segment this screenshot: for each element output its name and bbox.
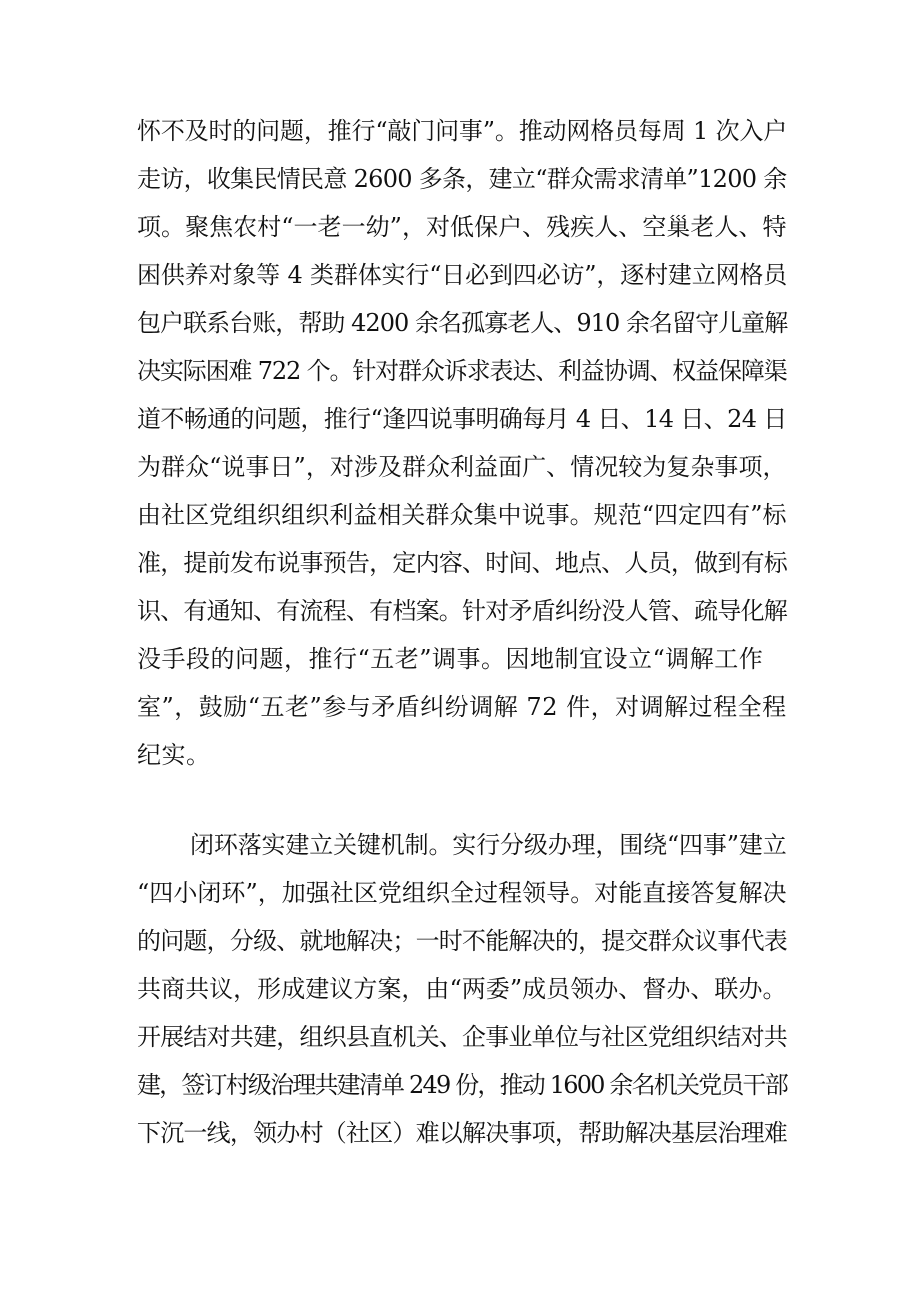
paragraph-1-line-12: 没手段的问题，推行“五老”调事。因地制宜设立“调解工作 xyxy=(137,645,764,673)
paragraph-1-line-2: 走访，收集民情民意 2600 多条，建立“群众需求清单”1200 余 xyxy=(137,165,787,193)
paragraph-2-line-3: 的问题，分级、就地解决；一时不能解决的，提交群众议事代表 xyxy=(137,927,787,955)
paragraph-1-line-13: 室”，鼓励“五老”参与矛盾纠纷调解 72 件，对调解过程全程 xyxy=(137,693,787,721)
paragraph-2-line-2: “四小闭环”，加强社区党组织全过程领导。对能直接答复解决 xyxy=(137,879,787,907)
paragraph-1-line-14: 纪实。 xyxy=(137,741,211,769)
paragraph-1-line-8: 为群众“说事日”，对涉及群众利益面广、情况较为复杂事项， xyxy=(137,453,787,481)
paragraph-1-line-4: 困供养对象等 4 类群体实行“日必到四必访”，逐村建立网格员 xyxy=(137,261,788,289)
paragraph-1-line-6: 决实际困难 722 个。针对群众诉求表达、利益协调、权益保障渠 xyxy=(137,357,787,385)
paragraph-2-line-6: 建，签订村级治理共建清单 249 份，推动 1600 余名机关党员干部 xyxy=(137,1071,787,1099)
paragraph-1-line-7: 道不畅通的问题，推行“逢四说事明确每月 4 日、14 日、24 日 xyxy=(137,405,787,433)
paragraph-1-line-1: 怀不及时的问题，推行“敲门问事”。推动网格员每周 1 次入户 xyxy=(137,117,788,145)
paragraph-2-line-1: 闭环落实建立关键机制。实行分级办理，围绕“四事”建立 xyxy=(190,831,787,859)
paragraph-1-line-11: 识、有通知、有流程、有档案。针对矛盾纠纷没人管、疏导化解 xyxy=(137,597,787,625)
paragraph-2-line-4: 共商共议，形成建议方案，由“两委”成员领办、督办、联办。 xyxy=(137,975,787,1003)
paragraph-1-line-5: 包户联系台账，帮助 4200 余名孤寡老人、910 余名留守儿童解 xyxy=(137,309,788,337)
paragraph-1-line-3: 项。聚焦农村“一老一幼”，对低保户、残疾人、空巢老人、特 xyxy=(137,213,787,241)
paragraph-2-line-5: 开展结对共建，组织县直机关、企事业单位与社区党组织结对共 xyxy=(137,1023,787,1051)
paragraph-2-line-7: 下沉一线，领办村（社区）难以解决事项，帮助解决基层治理难 xyxy=(137,1119,787,1147)
paragraph-1-line-10: 准，提前发布说事预告，定内容、时间、地点、人员，做到有标 xyxy=(137,549,787,577)
paragraph-1-line-9: 由社区党组织组织利益相关群众集中说事。规范“四定四有”标 xyxy=(137,501,787,529)
